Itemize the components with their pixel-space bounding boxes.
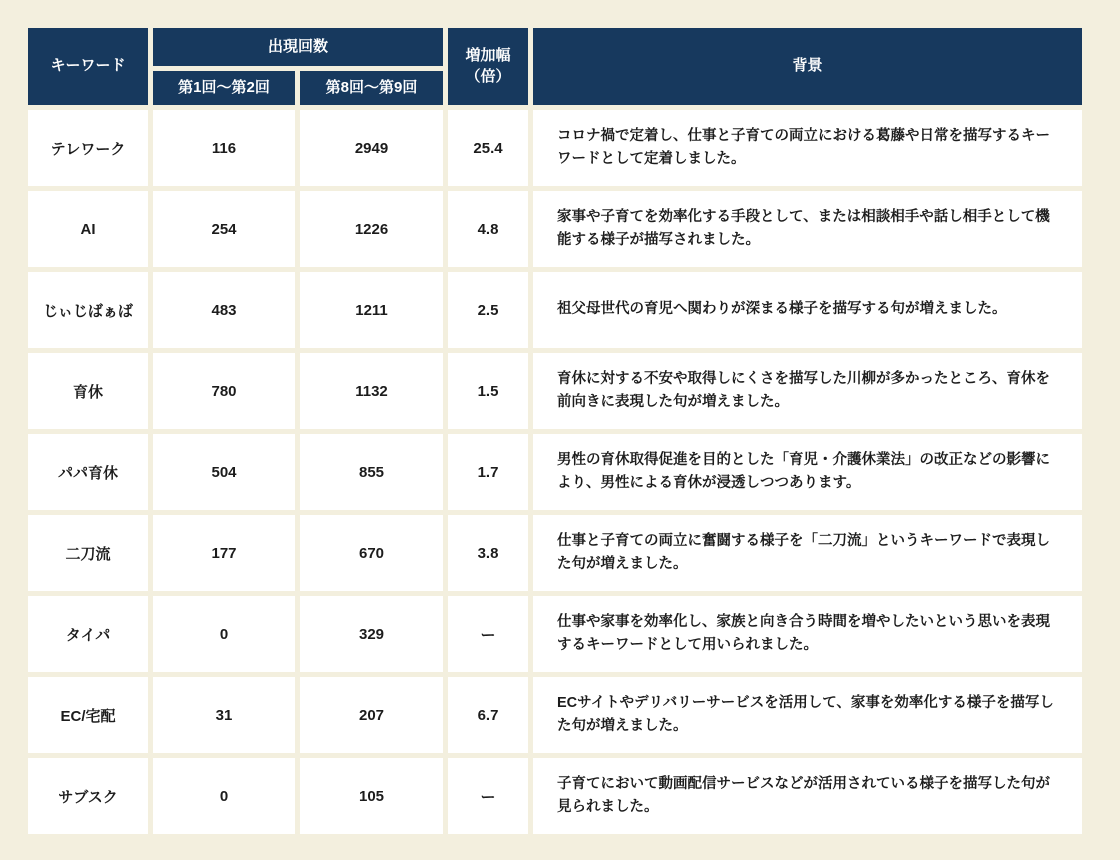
keyword-cell: 育休	[28, 353, 148, 429]
increase-cell: 25.4	[448, 110, 528, 186]
count-late-cell: 1211	[300, 272, 443, 348]
keyword-cell: AI	[28, 191, 148, 267]
header-increase-line1: 増加幅	[465, 47, 511, 65]
background-cell: ECサイトやデリバリーサービスを活用して、家事を効率化する様子を描写した句が増えました。	[533, 677, 1082, 753]
increase-cell: ー	[448, 596, 528, 672]
count-early-cell: 177	[153, 515, 295, 591]
increase-cell: 2.5	[448, 272, 528, 348]
background-cell: 育休に対する不安や取得しにくさを描写した川柳が多かったところ、育休を前向きに表現した句が増えました。	[533, 353, 1082, 429]
increase-cell: 1.5	[448, 353, 528, 429]
count-late-cell: 1132	[300, 353, 443, 429]
count-late-cell: 1226	[300, 191, 443, 267]
table-row	[28, 191, 1082, 267]
table-row	[28, 110, 1082, 186]
count-early-cell: 0	[153, 596, 295, 672]
table-row	[28, 758, 1082, 834]
header-period-2: 第8回〜第9回	[300, 71, 443, 105]
count-early-cell: 483	[153, 272, 295, 348]
keyword-cell: パパ育休	[28, 434, 148, 510]
count-early-cell: 116	[153, 110, 295, 186]
background-cell: 家事や子育てを効率化する手段として、または相談相手や話し相手として機能する様子が描写されました。	[533, 191, 1082, 267]
count-early-cell: 780	[153, 353, 295, 429]
header-increase	[448, 28, 528, 105]
table-row	[28, 677, 1082, 753]
count-late-cell: 329	[300, 596, 443, 672]
count-early-cell: 31	[153, 677, 295, 753]
header-period-1: 第1回〜第2回	[153, 71, 295, 105]
keyword-table	[23, 23, 1087, 839]
table-body	[28, 110, 1082, 834]
keyword-cell: じぃじばぁば	[28, 272, 148, 348]
table-row	[28, 515, 1082, 591]
table-row	[28, 272, 1082, 348]
background-cell: コロナ禍で定着し、仕事と子育ての両立における葛藤や日常を描写するキーワードとして定着しました。	[533, 110, 1082, 186]
keyword-cell: タイパ	[28, 596, 148, 672]
keyword-cell: 二刀流	[28, 515, 148, 591]
header-background: 背景	[533, 28, 1082, 105]
background-cell: 祖父母世代の育児へ関わりが深まる様子を描写する句が増えました。	[533, 272, 1082, 348]
count-late-cell: 207	[300, 677, 443, 753]
count-early-cell: 254	[153, 191, 295, 267]
keyword-cell: EC/宅配	[28, 677, 148, 753]
count-late-cell: 105	[300, 758, 443, 834]
table-row	[28, 434, 1082, 510]
background-cell: 仕事と子育ての両立に奮闘する様子を「二刀流」というキーワードで表現した句が増えました。	[533, 515, 1082, 591]
increase-cell: 3.8	[448, 515, 528, 591]
count-late-cell: 2949	[300, 110, 443, 186]
count-late-cell: 855	[300, 434, 443, 510]
count-early-cell: 0	[153, 758, 295, 834]
count-late-cell: 670	[300, 515, 443, 591]
table-header	[28, 28, 1082, 105]
background-cell: 仕事や家事を効率化し、家族と向き合う時間を増やしたいという思いを表現するキーワードとして用いられました。	[533, 596, 1082, 672]
keyword-cell: サブスク	[28, 758, 148, 834]
background-cell: 男性の育休取得促進を目的とした「育児・介護休業法」の改正などの影響により、男性による育休が浸透しつつあります。	[533, 434, 1082, 510]
increase-cell: 4.8	[448, 191, 528, 267]
header-increase-line2: （倍）	[465, 67, 511, 85]
keyword-cell: テレワーク	[28, 110, 148, 186]
header-occurrences: 出現回数	[153, 28, 443, 66]
increase-cell: 6.7	[448, 677, 528, 753]
increase-cell: ー	[448, 758, 528, 834]
header-keyword: キーワード	[28, 28, 148, 105]
table-row	[28, 596, 1082, 672]
background-cell: 子育てにおいて動画配信サービスなどが活用されている様子を描写した句が見られました。	[533, 758, 1082, 834]
table-row	[28, 353, 1082, 429]
count-early-cell: 504	[153, 434, 295, 510]
increase-cell: 1.7	[448, 434, 528, 510]
